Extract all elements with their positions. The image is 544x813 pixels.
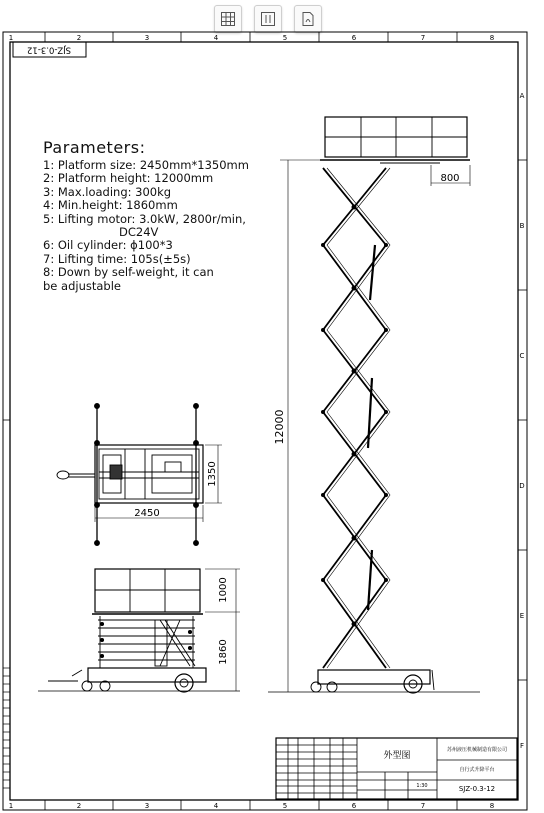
title-scale: 1:30 [416, 783, 428, 789]
parameters-title: Parameters: [43, 138, 146, 157]
row-label: E [519, 612, 525, 620]
row-label: C [519, 352, 525, 360]
col-label: 5 [282, 802, 288, 810]
row-label: D [519, 482, 525, 490]
dim-1350-label: 1350 [207, 461, 218, 487]
parameter-line: 4: Min.height: 1860mm [43, 198, 178, 213]
drawing-number-text: SJZ-0.3-12 [26, 44, 72, 55]
col-label: 6 [351, 34, 357, 42]
bottom-column-labels [9, 802, 494, 810]
col-label: 1 [8, 34, 14, 42]
dim-1860-label: 1860 [218, 639, 229, 665]
row-labels [519, 92, 524, 750]
col-label: 8 [489, 34, 495, 42]
dim-12000-label: 12000 [273, 409, 286, 445]
parameter-line: 7: Lifting time: 105s(±5s) [43, 251, 191, 266]
parameter-line: DC24V [119, 225, 159, 240]
title-product: 自行式升降平台 [459, 767, 495, 773]
col-label: 7 [420, 802, 426, 810]
title-drawing-name: 外型图 [383, 751, 411, 761]
extended-view [268, 117, 480, 693]
parameter-line: 3: Max.loading: 300kg [43, 184, 172, 199]
col-label: 1 [8, 802, 14, 810]
parameter-line: be adjustable [43, 278, 121, 293]
col-label: 3 [144, 34, 150, 42]
row-label: A [519, 92, 525, 100]
col-label: 8 [489, 802, 495, 810]
col-label: 6 [351, 802, 357, 810]
col-label: 5 [282, 34, 288, 42]
col-label: 7 [420, 34, 426, 42]
dim-1000-label: 1000 [218, 577, 229, 603]
margin-ticks [3, 668, 10, 788]
title-company: 苏州液压机械制造有限公司 [446, 747, 508, 753]
top-view [57, 404, 222, 546]
col-label: 2 [76, 34, 82, 42]
row-label: B [519, 222, 525, 230]
row-label: F [519, 742, 525, 750]
parameter-line: 5: Lifting motor: 3.0kW, 2800r/min, [43, 211, 246, 226]
col-label: 3 [144, 802, 150, 810]
dim-2450-label: 2450 [134, 508, 160, 519]
dim-800-label: 800 [440, 173, 460, 184]
lowered-side-view [38, 569, 240, 692]
top-column-labels [9, 34, 494, 42]
parameters-block [43, 138, 258, 293]
parameter-line: 2: Platform height: 12000mm [43, 171, 214, 186]
col-label: 4 [213, 802, 219, 810]
parameter-line: 6: Oil cylinder: ϕ100*3 [43, 238, 173, 253]
parameter-line: 1: Platform size: 2450mm*1350mm [43, 158, 249, 172]
title-drawing-number: SJZ-0.3-12 [458, 785, 496, 793]
col-label: 2 [76, 802, 82, 810]
col-label: 4 [213, 34, 219, 42]
parameter-line: 8: Down by self-weight, it can [43, 265, 214, 280]
